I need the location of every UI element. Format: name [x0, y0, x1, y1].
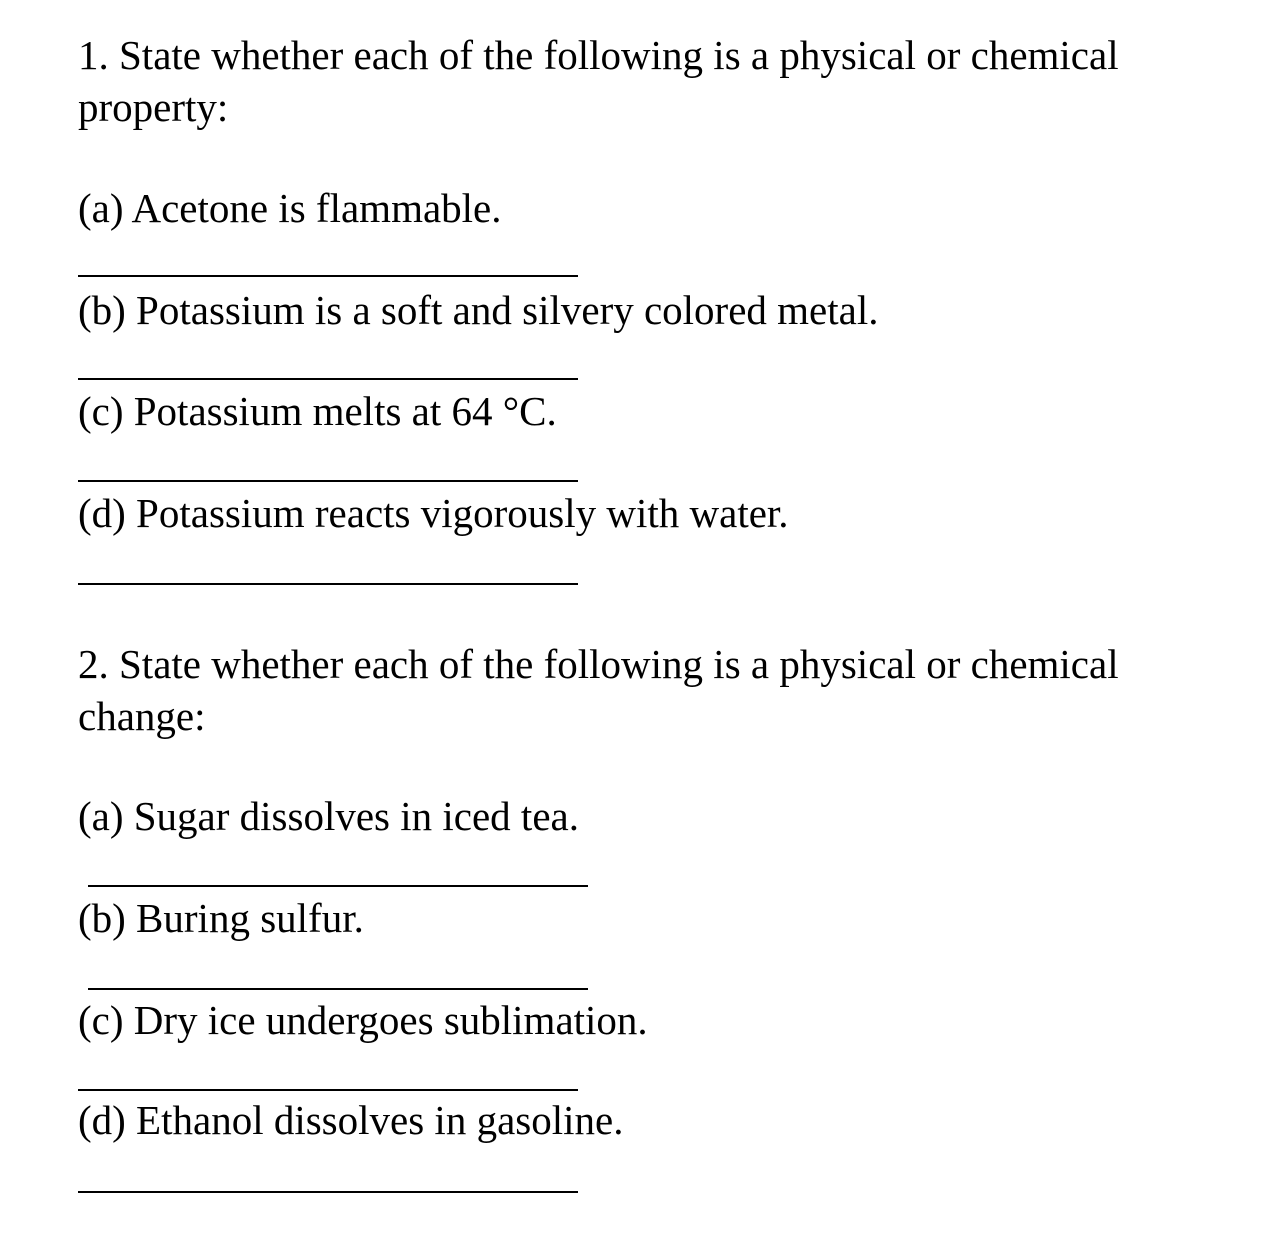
- question-2-item-c: (c) Dry ice undergoes sublimation.: [78, 997, 648, 1043]
- question-1: 1. State whether each of the following is a physical or chemical property:: [78, 32, 1119, 130]
- answer-blank-1b[interactable]: [78, 378, 578, 380]
- question-1-item-c: (c) Potassium melts at 64 °C.: [78, 388, 557, 434]
- answer-blank-1d[interactable]: [78, 583, 578, 585]
- answer-blank-1c[interactable]: [78, 480, 578, 482]
- answer-blank-1a[interactable]: [78, 275, 578, 277]
- question-1-item-a: (a) Acetone is flammable.: [78, 185, 502, 231]
- question-1-item-d: (d) Potassium reacts vigorously with water.: [78, 490, 789, 536]
- answer-blank-2b[interactable]: [88, 988, 588, 990]
- answer-blank-2d[interactable]: [78, 1191, 578, 1193]
- question-2-item-a: (a) Sugar dissolves in iced tea.: [78, 793, 579, 839]
- question-1-item-b: (b) Potassium is a soft and silvery colored metal.: [78, 287, 879, 333]
- question-2-item-b: (b) Buring sulfur.: [78, 895, 364, 941]
- answer-blank-2a[interactable]: [88, 885, 588, 887]
- question-2-item-d: (d) Ethanol dissolves in gasoline.: [78, 1097, 624, 1143]
- answer-blank-2c[interactable]: [78, 1089, 578, 1091]
- question-2: 2. State whether each of the following is a physical or chemical change:: [78, 641, 1119, 739]
